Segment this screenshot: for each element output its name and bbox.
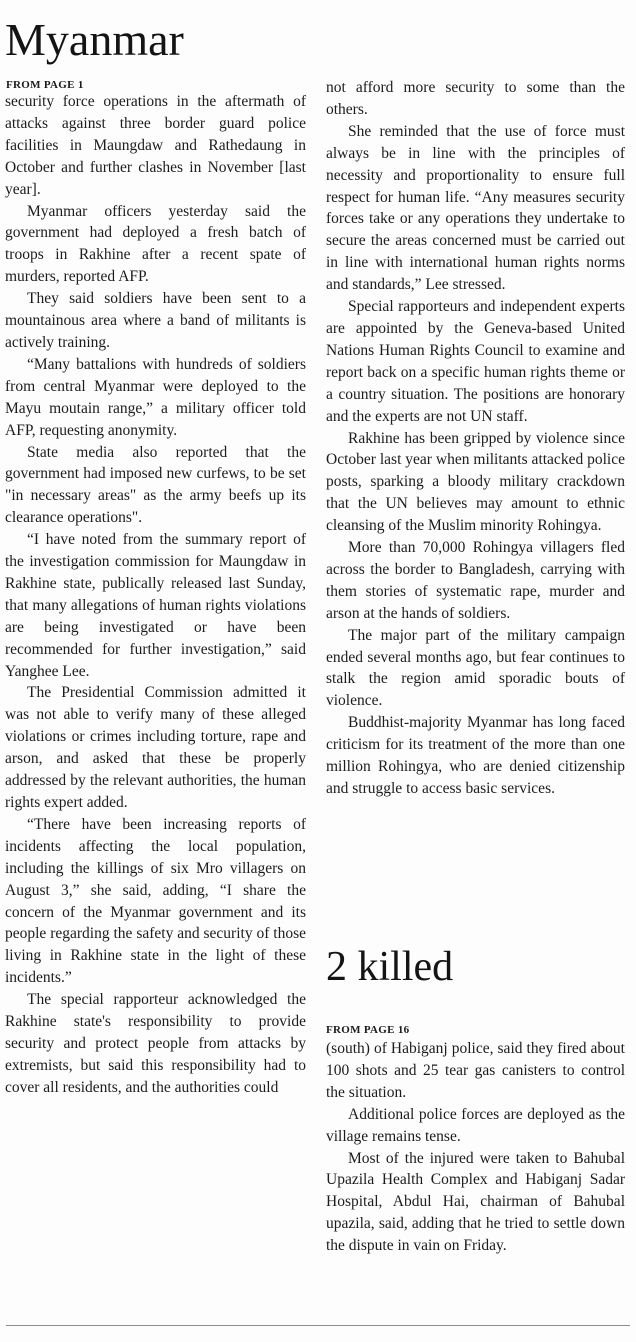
paragraph: Most of the injured were taken to Bahubal Upazila Health Complex and Habiganj Sadar Hospital, Abdul Hai, chairman of Bahubal upazila, said, adding that he tried to settle down the dispute in vain on Friday. [326, 1149, 625, 1255]
paragraph: security force operations in the aftermath of attacks against three border guard police facilities in Maungdaw and Rathedaung in October and further clashes in November [last year]. [5, 93, 306, 198]
paragraph: State media also reported that the government had imposed new curfews, to be set "in necessary areas" as the army beefs up its clearance operations". [5, 443, 306, 527]
paragraph: not afford more security to some than the others. [326, 79, 625, 118]
paragraph: “I have noted from the summary report of the investigation commission for Maungdaw in Rakhine state, publically released last Sunday, that many allegations of human rights violations are being investigated or have been recommended for further investigation,” said Yanghee Lee. [5, 531, 306, 680]
paragraph: More than 70,000 Rohingya villagers fled across the border to Bangladesh, carrying with them stories of systematic rape, murder and arson at the hands of soldiers. [326, 539, 625, 622]
jump-line-from-page-16: FROM PAGE 16 [326, 1024, 410, 1036]
paragraph: Myanmar officers yesterday said the government had deployed a fresh batch of troops in Rakhine after a recent spate of murders, reported AFP. [5, 202, 306, 286]
paragraph: The special rapporteur acknowledged the Rakhine state's responsibility to provide security and protect people from attacks by extremists, but said this responsibility had to cover all residents, and the authorities could [5, 991, 306, 1096]
paragraph: Additional police forces are deployed as the village remains tense. [326, 1105, 625, 1145]
paragraph: “There have been increasing reports of incidents affecting the local population, including the killings of six Mro villagers on August 3,” she said, adding, “I share the concern of the Myanmar government and its people regarding the safety and security of those living in Rakhine state in the light of these incidents.” [5, 815, 306, 987]
paragraph: She reminded that the use of force must always be in line with the principles of necessity and proportionality to ensure full respect for human life. “Any measures security forces take or any operations they undertake to secure the areas concerned must be carried out in line with international human rights norms and standards,” Lee stressed. [326, 122, 625, 294]
myanmar-column-right [326, 77, 625, 800]
two-killed-column [326, 1038, 625, 1257]
story-headline-2-killed: 2 killed [326, 944, 454, 990]
paragraph: They said soldiers have been sent to a mountainous area where a band of militants is actively training. [5, 290, 306, 351]
paragraph: The major part of the military campaign ended several months ago, but fear continues to stalk the region amid sporadic bouts of violence. [326, 626, 625, 710]
paragraph: Rakhine has been gripped by violence since October last year when militants attacked police posts, sparking a bloody military crackdown that the UN believes may amount to ethnic cleansing of the Muslim minority Rohingya. [326, 429, 625, 535]
myanmar-column-left [5, 91, 306, 1099]
story-headline-myanmar: Myanmar [5, 14, 184, 65]
paragraph: (south) of Habiganj police, said they fired about 100 shots and 25 tear gas canisters to control the situation. [326, 1040, 625, 1101]
jump-line-from-page-1: FROM PAGE 1 [6, 79, 84, 91]
paragraph: Buddhist-majority Myanmar has long faced criticism for its treatment of the more than one million Rohingya, who are denied citizenship and struggle to access basic services. [326, 714, 625, 797]
paragraph: “Many battalions with hundreds of soldiers from central Myanmar were deployed to the Mayu moutain range,” a military officer told AFP, requesting anonymity. [5, 355, 306, 439]
page-bottom-rule [6, 1325, 630, 1326]
paragraph: The Presidential Commission admitted it was not able to verify many of these alleged violations or crimes including torture, rape and arson, and asked that these be properly addressed by the relevant authorities, the human rights expert added. [5, 684, 306, 811]
paragraph: Special rapporteurs and independent experts are appointed by the Geneva-based United Nations Human Rights Council to examine and report back on a specific human rights theme or a country situation. The positions are honorary and the experts are not UN staff. [326, 298, 625, 425]
